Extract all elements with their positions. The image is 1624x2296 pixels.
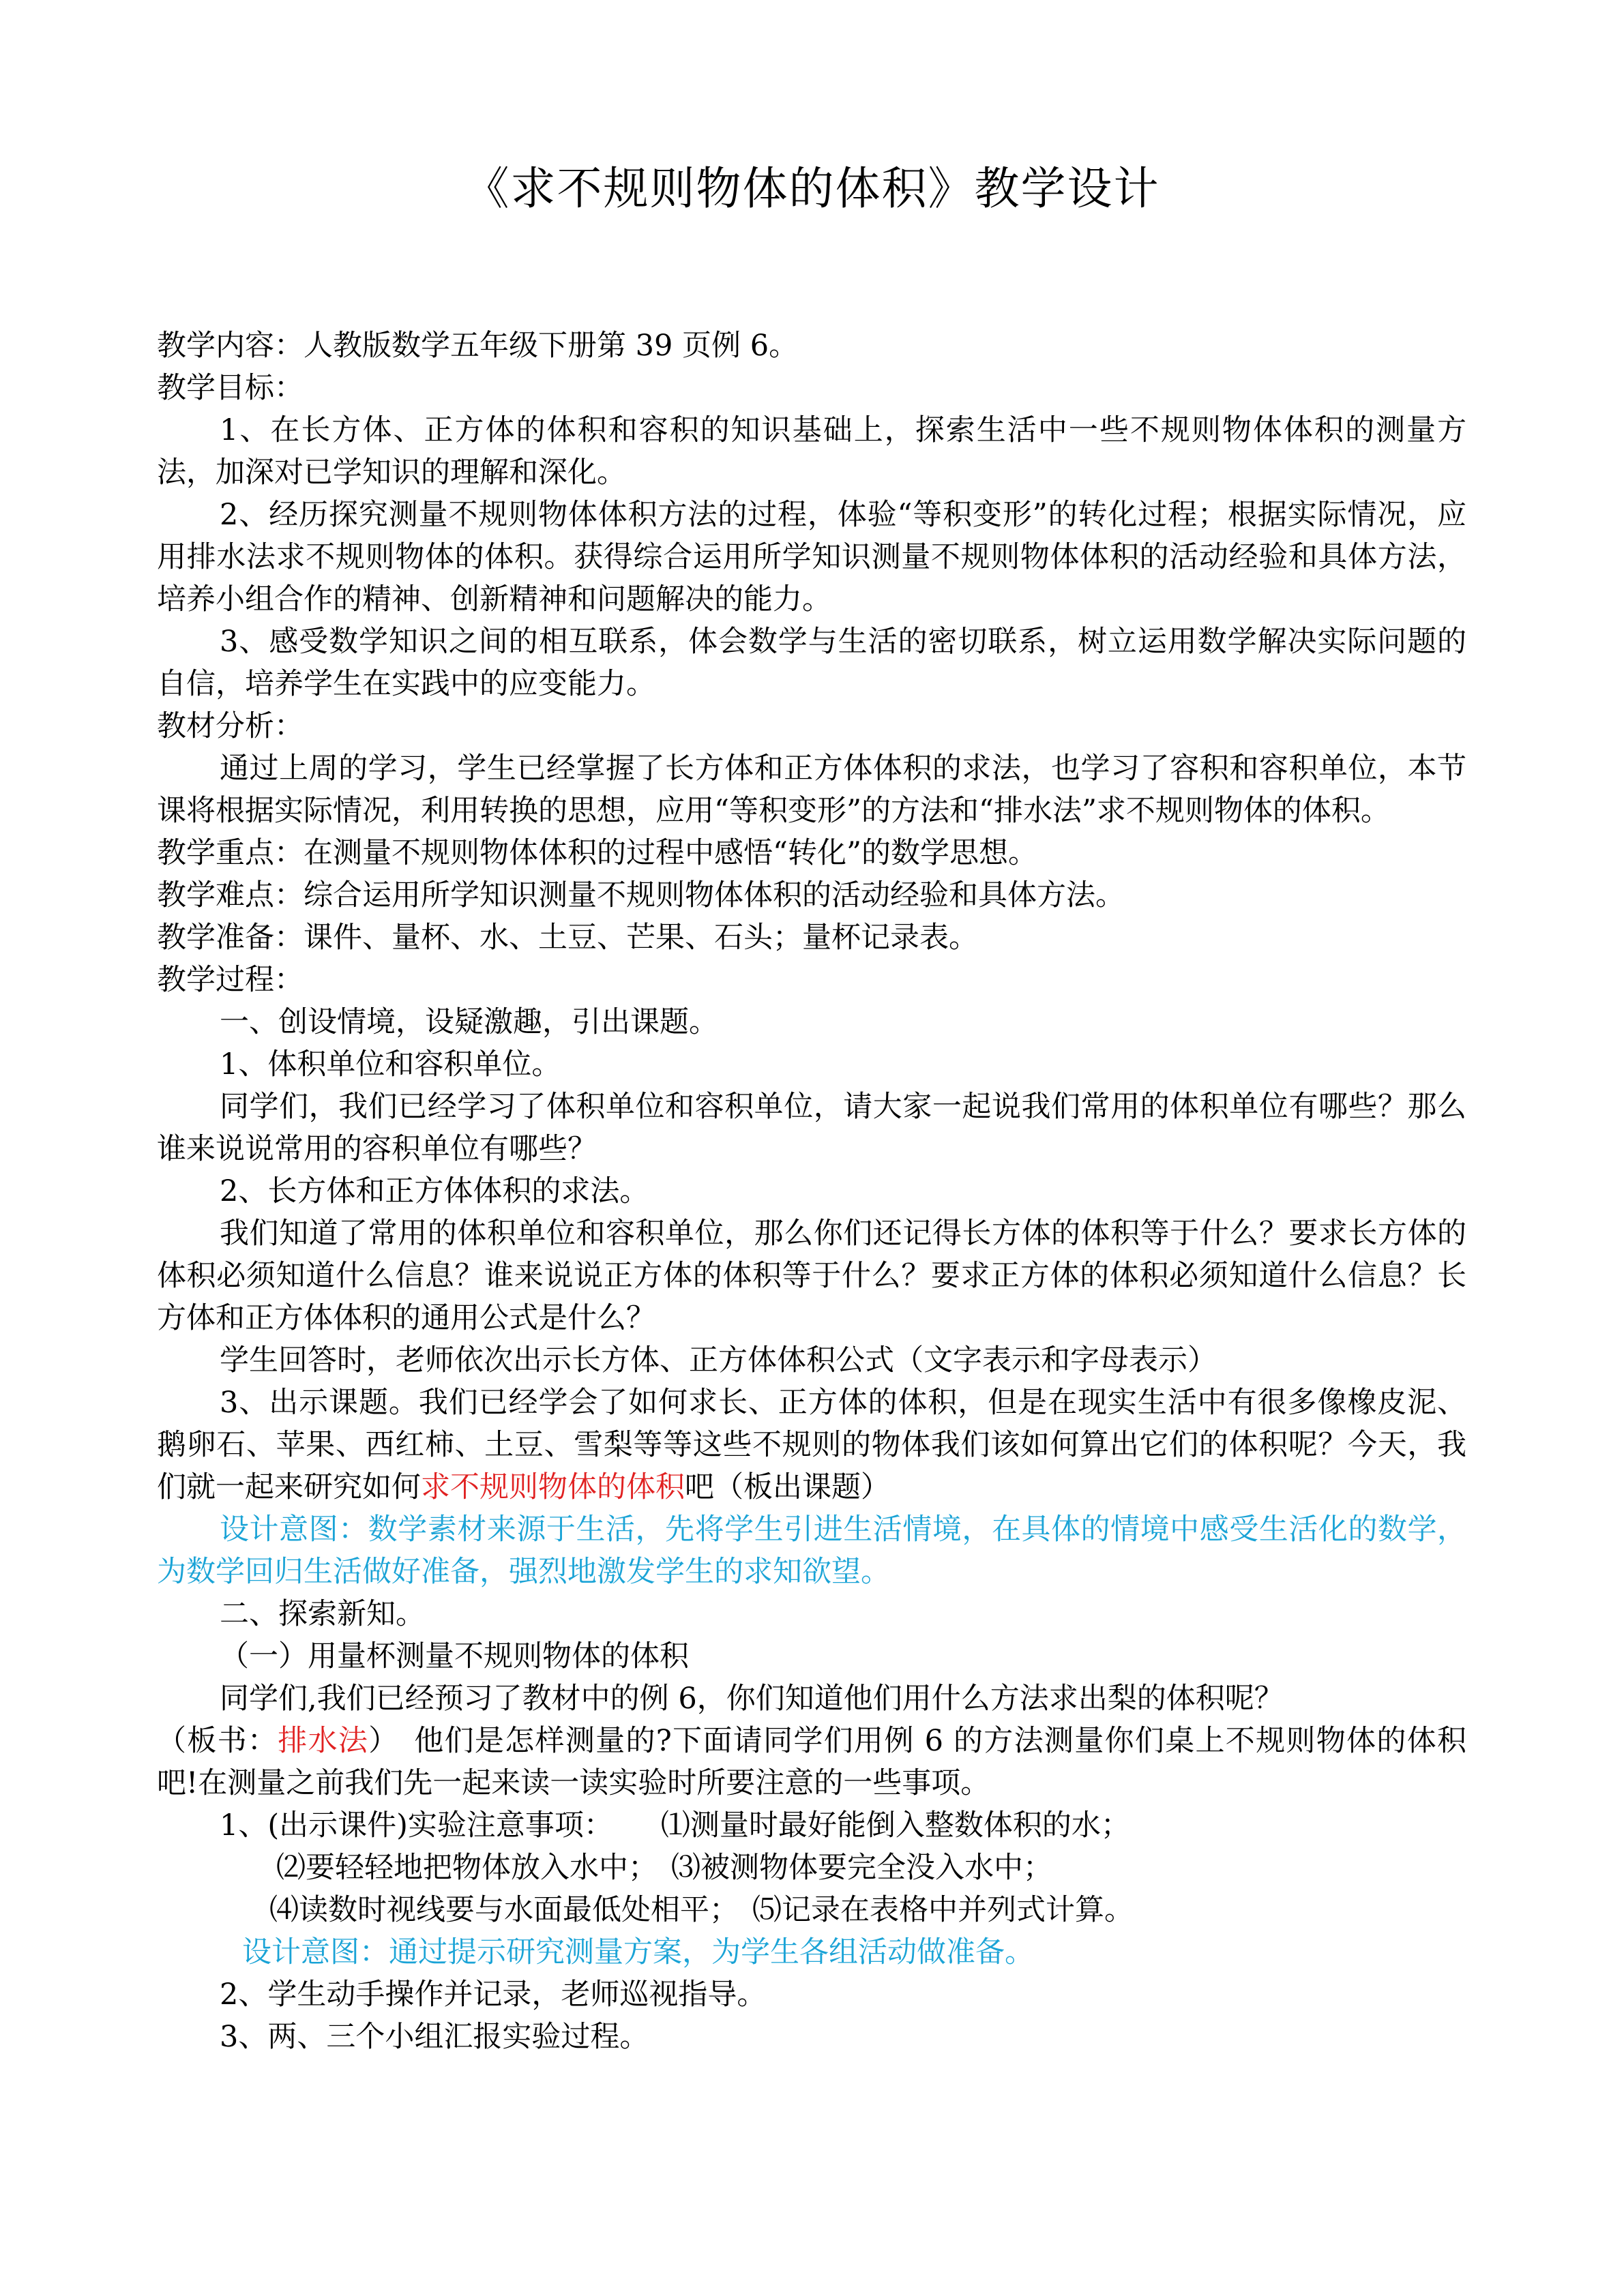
page-title: 《求不规则物体的体积》教学设计 (464, 162, 1160, 215)
difficulty: 教学难点：综合运用所学知识测量不规则物体体积的活动经验和具体方法。 (157, 878, 1125, 912)
objective-3: 3、感受数学知识之间的相互联系，体会数学与生活的密切联系，树立运用数学解决实际问题的自信，培养学生在实践中的应变能力。 (157, 625, 1466, 701)
design-intent-1: 设计意图：数学素材来源于生活，先将学生引进生活情境，在具体的情境中感受生活化的数学，为数学回归生活做好准备，强烈地激发学生的求知欲望。 (157, 1512, 1466, 1589)
objective-1: 1、在长方体、正方体的体积和容积的知识基础上，探索生活中一些不规则物体体积的测量方法，加深对已学知识的理解和深化。 (157, 413, 1466, 490)
section-1-heading: 一、创设情境，设疑激趣，引出课题。 (220, 1005, 718, 1039)
document-body (157, 325, 1466, 2058)
process-heading: 教学过程： (157, 963, 304, 997)
note-5: ⑸记录在表格中并列式计算。 (752, 1893, 1134, 1927)
key-point: 教学重点：在测量不规则物体体积的过程中感悟“转化”的数学思想。 (157, 836, 1037, 870)
note-1: ⑴测量时最好能倒入整数体积的水； (660, 1808, 1130, 1843)
notes-line-3 (157, 1889, 1466, 1931)
section-2-board (157, 1720, 1466, 1804)
section-2-text-1: 同学们,我们已经预习了教材中的例 6，你们知道他们用什么方法求出梨的体积呢？ (220, 1682, 1284, 1716)
board-text: ） 他们是怎样测量的?下面请同学们用例 6 的方法测量你们桌上不规则物体的体积吧!在测量之前我们先一起来读一读实验时所要注意的一些事项。 (157, 1724, 1466, 1800)
item-3-tail: 吧（板出课题） (685, 1470, 890, 1504)
section-1-item-1-text: 同学们，我们已经学习了体积单位和容积单位，请大家一起说我们常用的体积单位有哪些？那么谁来说说常用的容积单位有哪些？ (157, 1090, 1466, 1166)
section-1-item-2-text: 我们知道了常用的体积单位和容积单位，那么你们还记得长方体的体积等于什么？要求长方体的体积必须知道什么信息？谁来说说正方体的体积等于什么？要求正方体的体积必须知道什么信息？长方体和正方体体积的通用公式是什么？ (157, 1217, 1466, 1335)
section-1-item-2-answer: 学生回答时，老师依次出示长方体、正方体体积公式（文字表示和字母表示） (220, 1343, 1217, 1377)
section-1-item-1: 1、体积单位和容积单位。 (220, 1047, 561, 1082)
section-1-item-2: 2、长方体和正方体体积的求法。 (220, 1174, 649, 1208)
section-2-item-2: 2、学生动手操作并记录，老师巡视指导。 (220, 1978, 767, 2012)
preparation: 教学准备：课件、量杯、水、土豆、芒果、石头；量杯记录表。 (157, 921, 978, 955)
board-prefix: （板书： (157, 1724, 278, 1758)
section-2-sub-1: （一）用量杯测量不规则物体的体积 (220, 1639, 689, 1673)
notes-line-2 (157, 1847, 1466, 1889)
note-4: ⑷读数时视线要与水面最低处相平； (269, 1893, 739, 1927)
design-intent-2: 设计意图：通过提示研究测量方案，为学生各组活动做准备。 (242, 1935, 1034, 1969)
lesson-topic-highlight: 求不规则物体的体积 (421, 1470, 685, 1504)
item-3-text: 3、出示课题。我们已经学会了如何求长、正方体的体积，但是在现实生活中有很多像橡皮泥、鹅卵石、苹果、西红柿、土豆、雪梨等等这些不规则的物体我们该如何算出它们的体积呢？今天，我们就一起来研究如何 (157, 1386, 1466, 1504)
section-1-item-3 (157, 1382, 1466, 1508)
section-2-item-1 (157, 1804, 1466, 1847)
note-2: ⑵要轻轻地把物体放入水中； (276, 1851, 658, 1885)
section-2-heading: 二、探索新知。 (220, 1597, 425, 1631)
objective-2: 2、经历探究测量不规则物体体积方法的过程，体验“等积变形”的转化过程；根据实际情况，应用排水法求不规则物体的体积。获得综合运用所学知识测量不规则物体体积的活动经验和具体方法，培养小组合作的精神、创新精神和问题解决的能力。 (157, 498, 1466, 616)
objectives-heading: 教学目标： (157, 371, 304, 405)
analysis-text: 通过上周的学习，学生已经掌握了长方体和正方体体积的求法，也学习了容积和容积单位，本节课将根据实际情况，利用转换的思想，应用“等积变形”的方法和“排水法”求不规则物体的体积。 (157, 751, 1466, 828)
board-method-highlight: 排水法 (278, 1724, 369, 1758)
note-3: ⑶被测物体要完全没入水中； (671, 1851, 1052, 1885)
section-2-item-3: 3、两、三个小组汇报实验过程。 (220, 2020, 649, 2054)
analysis-heading: 教材分析： (157, 709, 304, 743)
notes-label: 1、(出示课件)实验注意事项： (220, 1808, 613, 1843)
teaching-content: 教学内容：人教版数学五年级下册第 39 页例 6。 (157, 329, 799, 363)
